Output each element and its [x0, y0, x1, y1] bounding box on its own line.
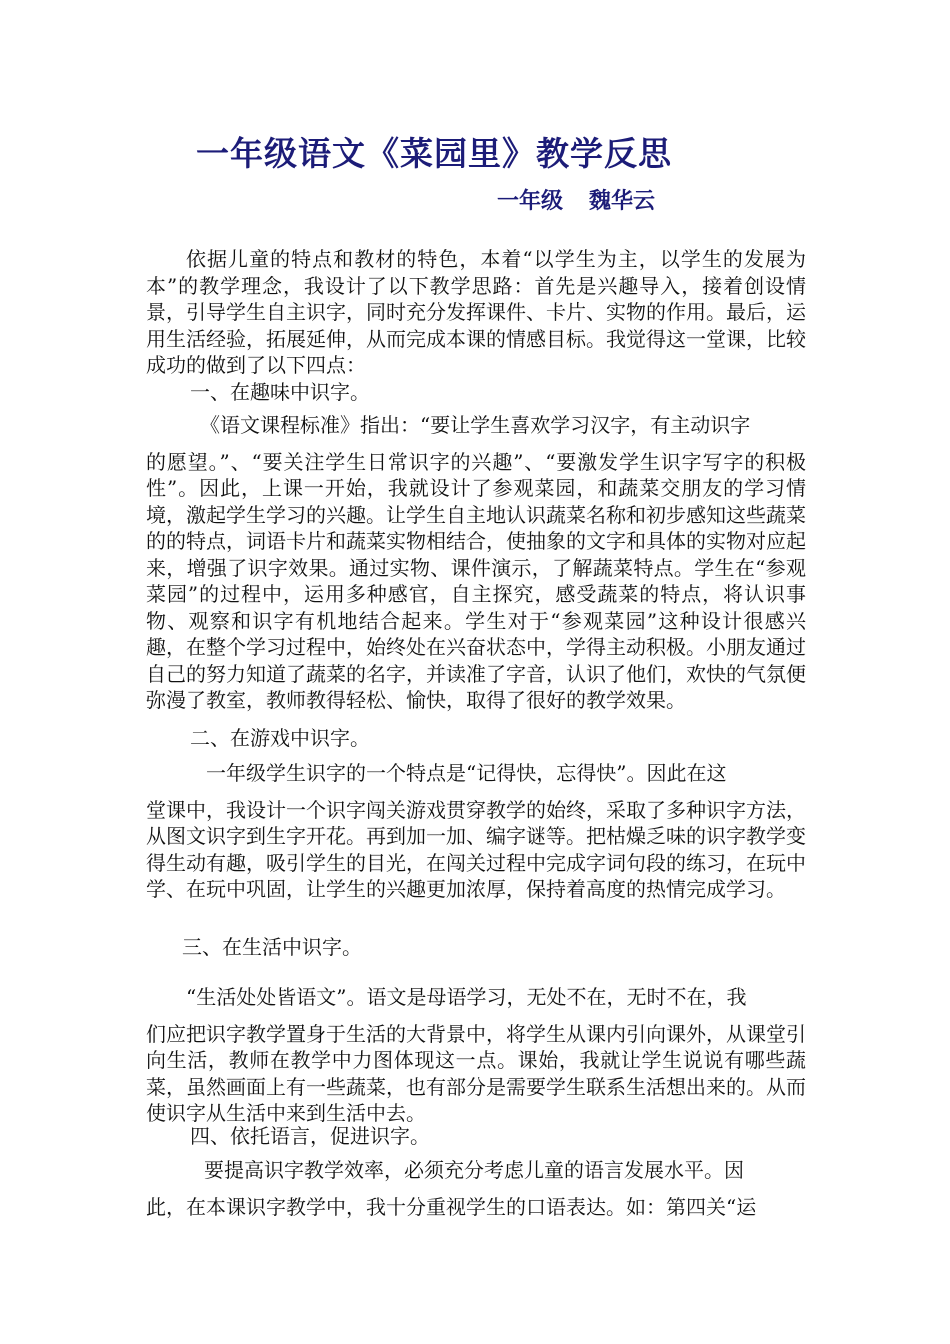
author-line	[497, 184, 655, 215]
section-2-body: 堂课中，我设计一个识字闯关游戏贯穿教学的始终，采取了多种识字方法，从图文识字到生字开花。再到加一加、编字谜等。把枯燥乏味的识字教学变得生动有趣，吸引学生的目光，在闯关过程中完成字词句段的练习，在玩中学、在玩中巩固，让学生的兴趣更加浓厚，保持着高度的热情完成学习。	[146, 797, 806, 901]
document-title: 一年级语文《菜园里》教学反思	[196, 134, 672, 173]
section-4-paragraph	[146, 1157, 806, 1220]
section-1-heading: 一、在趣味中识字。	[190, 380, 370, 404]
section-4-body: 此，在本课识字教学中，我十分重视学生的口语表达。如：第四关“运	[146, 1194, 757, 1219]
author-name: 魏华云	[589, 189, 656, 214]
section-2-paragraph	[146, 760, 806, 903]
section-4-lead: 要提高识字教学效率，必须充分考虑儿童的语言发展水平。因	[204, 1158, 744, 1182]
section-2-lead: 一年级学生识字的一个特点是“记得快，忘得快”。因此在这	[206, 761, 727, 785]
section-2-heading: 二、在游戏中识字。	[190, 726, 370, 750]
section-1-lead: 《语文课程标准》指出：“要让学生喜欢学习汉字，有主动识字	[200, 413, 751, 437]
section-3-heading: 三、在生活中识字。	[182, 935, 362, 959]
intro-paragraph: 依据儿童的特点和教材的特色，本着“以学生为主，以学生的发展为本”的教学理念，我设计了以下教学思路：首先是兴趣导入，接着创设情景，引导学生自主识字，同时充分发挥课件、卡片、实物的作用。最后，运用生活经验，拓展延伸，从而完成本课的情感目标。我觉得这一堂课，比较成功的做到了以下四点：	[146, 247, 806, 377]
section-3-lead: “生活处处皆语文”。语文是母语学习，无处不在，无时不在，我	[186, 985, 747, 1009]
section-3-body: 们应把识字教学置身于生活的大背景中，将学生从课内引向课外，从课堂引向生活，教师在教学中力图体现这一点。课始，我就让学生说说有哪些蔬菜，虽然画面上有一些蔬菜，也有部分是需要学生联系生活想出来的。从而使识字从生活中来到生活中去。	[146, 1021, 806, 1125]
section-4-heading: 四、依托语言，促进识字。	[190, 1124, 430, 1148]
section-1-paragraph	[146, 412, 806, 714]
section-1-body: 的愿望。”、“要关注学生日常识字的兴趣”、“要激发学生识字写字的积极性”。因此，上课一开始，我就设计了参观菜园，和蔬菜交朋友的学习情境，激起学生学习的兴趣。让学生自主地认识蔬菜名称和初步感知这些蔬菜的的特点，词语卡片和蔬菜实物相结合，使抽象的文字和具体的实物对应起来，增强了识字效果。通过实物、课件演示，了解蔬菜特点。学生在“参观菜园”的过程中，运用多种感官，自主探究，感受蔬菜的特点，将认识事物、观察和识字有机地结合起来。学生对于“参观菜园”这种设计很感兴趣，在整个学习过程中，始终处在兴奋状态中，学得主动积极。小朋友通过自己的努力知道了蔬菜的名字，并读准了字音，认识了他们，欢快的气氛便弥漫了教室，教师教得轻松、愉快，取得了很好的教学效果。	[146, 449, 806, 712]
section-3-paragraph	[146, 984, 806, 1127]
author-grade: 一年级	[497, 189, 564, 214]
